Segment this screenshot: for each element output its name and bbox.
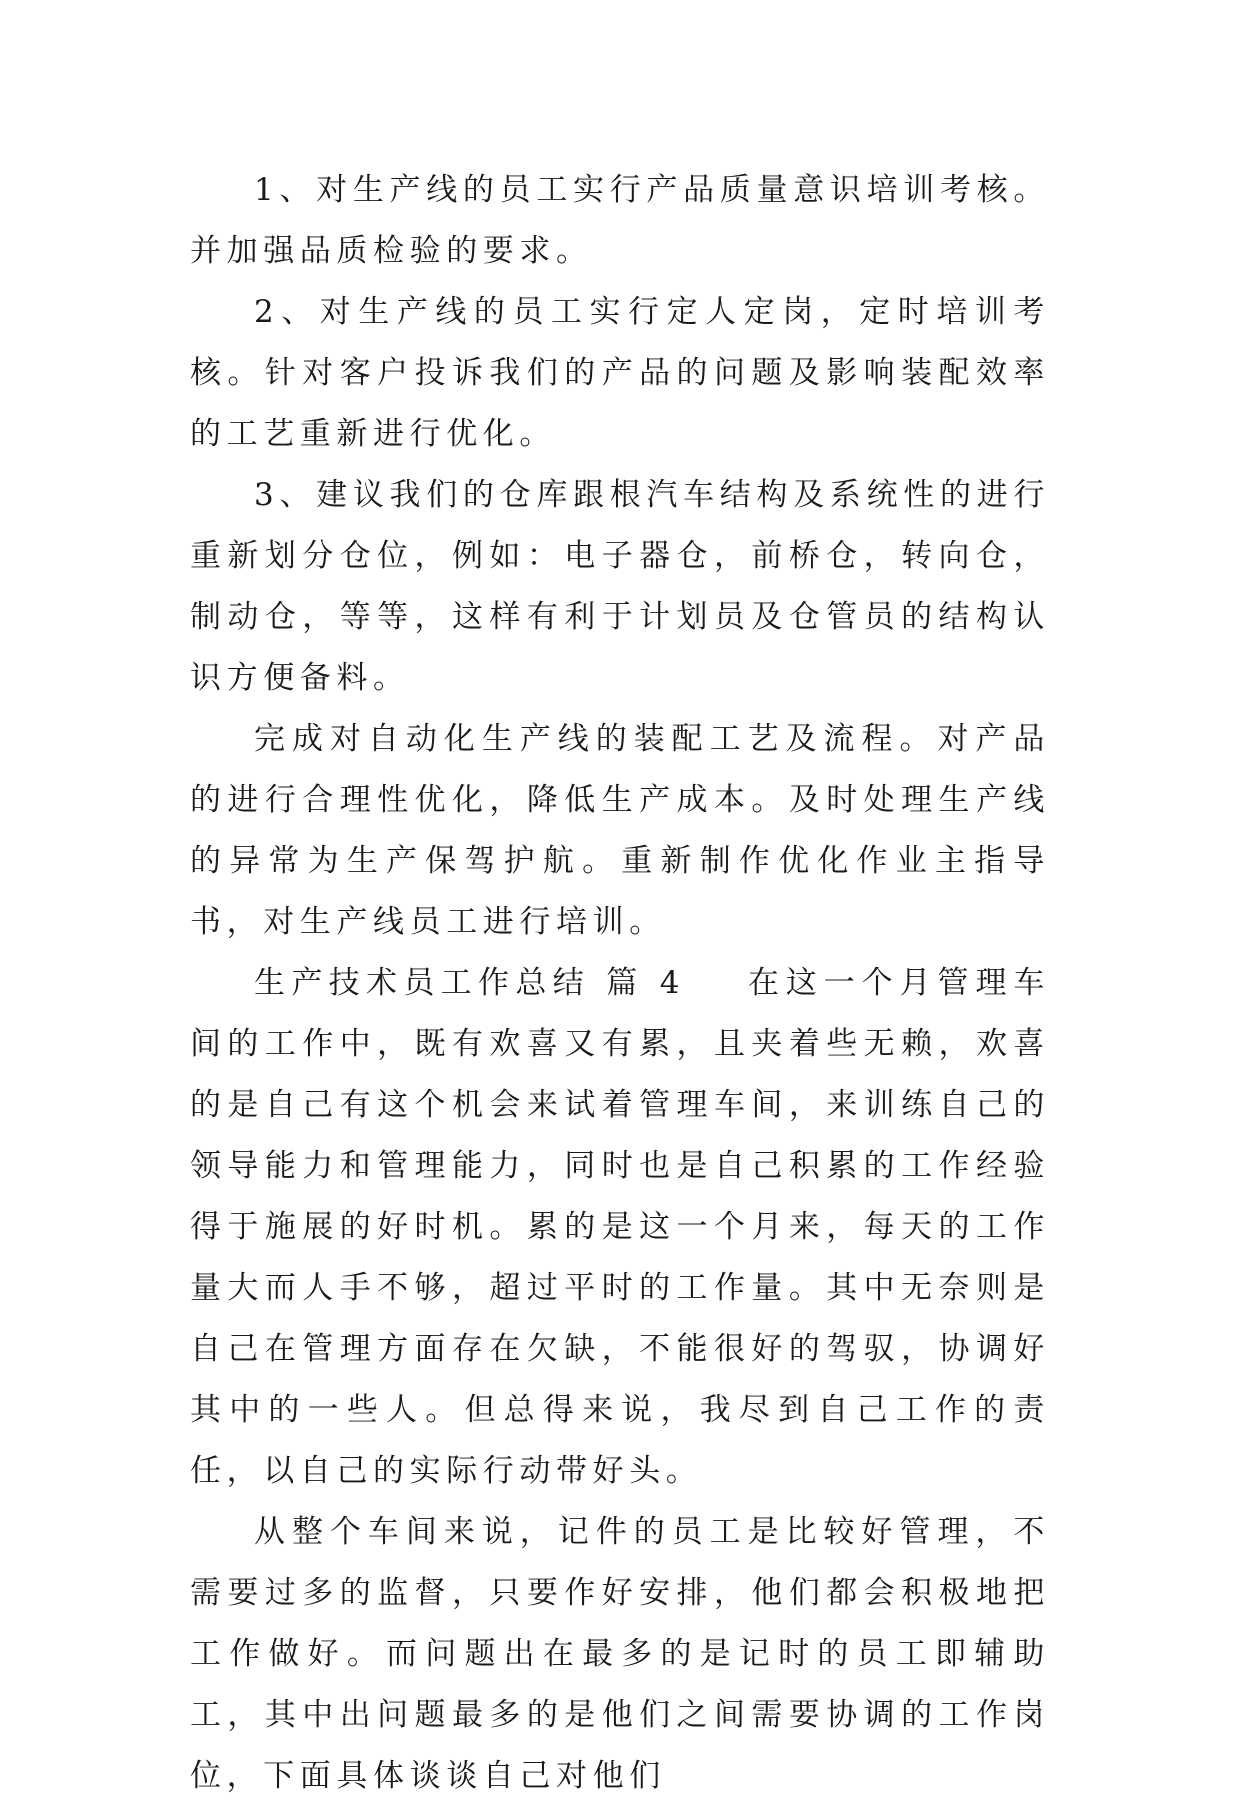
document-body xyxy=(190,160,1050,1807)
section-body: 在这一个月管理车间的工作中，既有欢喜又有累，且夹着些无赖，欢喜的是自己有这个机会来试着管理车间，来训练自己的领导能力和管理能力，同时也是自己积累的工作经验得于施展的好时机。累的是这一个月来，每天的工作量大而人手不够，超过平时的工作量。其中无奈则是自己在管理方面存在欠缺，不能很好的驾驭，协调好其中的一些人。但总得来说，我尽到自己工作的责任，以自己的实际行动带好头。 xyxy=(190,965,1050,1489)
paragraph-3: 3、建议我们的仓库跟根汽车结构及系统性的进行重新划分仓位，例如：电子器仓，前桥仓，转向仓，制动仓，等等，这样有利于计划员及仓管员的结构认识方便备料。 xyxy=(190,477,1050,696)
paragraph-4: 完成对自动化生产线的装配工艺及流程。对产品的进行合理性优化，降低生产成本。及时处理生产线的异常为生产保驾护航。重新制作优化作业主指导书，对生产线员工进行培训。 xyxy=(190,721,1050,940)
paragraph-1: 1、对生产线的员工实行产品质量意识培训考核。并加强品质检验的要求。 xyxy=(190,172,1050,269)
paragraph-2: 2、对生产线的员工实行定人定岗，定时培训考核。针对客户投诉我们的产品的问题及影响装配效率的工艺重新进行优化。 xyxy=(190,294,1050,452)
final-paragraph: 从整个车间来说，记件的员工是比较好管理，不需要过多的监督，只要作好安排，他们都会积极地把工作做好。而问题出在最多的是记时的员工即辅助工，其中出问题最多的是他们之间需要协调的工作岗位，下面具体谈谈自己对他们 xyxy=(190,1514,1050,1794)
section-heading: 生产技术员工作总结 篇 4 xyxy=(254,965,685,1001)
section-paragraph xyxy=(190,953,1050,1502)
